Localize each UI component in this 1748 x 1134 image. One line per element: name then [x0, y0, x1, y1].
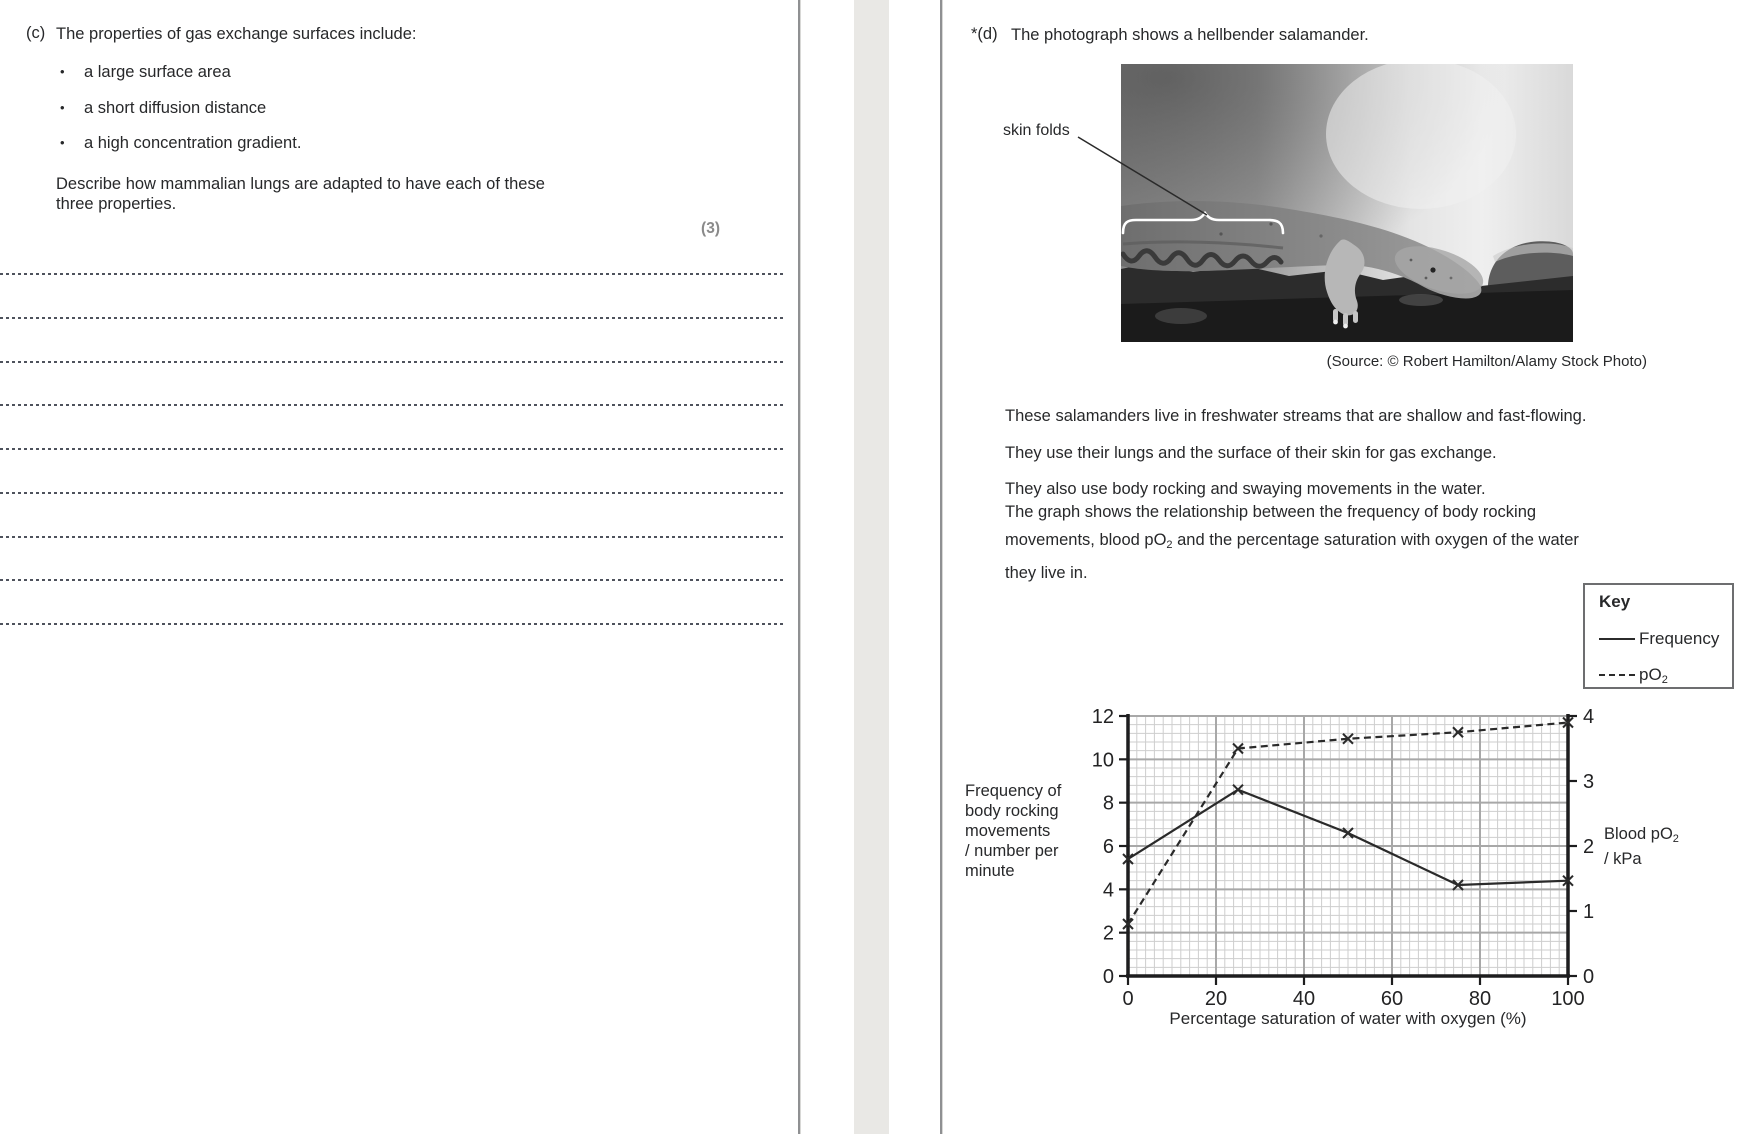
photo-annotation-label: skin folds	[1003, 122, 1070, 139]
answer-line	[0, 317, 783, 319]
svg-text:4: 4	[1583, 706, 1595, 728]
svg-text:0: 0	[1583, 966, 1595, 988]
right-page	[943, 0, 1748, 1134]
x-axis-title: Percentage saturation of water with oxygen (%)	[1169, 1009, 1527, 1028]
svg-text:2: 2	[1583, 836, 1595, 858]
answer-line	[0, 361, 783, 363]
svg-text:60: 60	[1380, 988, 1404, 1010]
y-axis-label-right: Blood $pO_2$ / kPa	[1604, 825, 1679, 868]
bullet-icon: •	[60, 64, 65, 79]
paragraph-3: They also use body rocking and swaying movements in the water.	[1005, 479, 1486, 498]
legend-item-frequency: Frequency	[1599, 629, 1719, 649]
photo-source: (Source: © Robert Hamilton/Alamy Stock Photo)	[1326, 353, 1647, 370]
dashed-line-swatch-icon	[1599, 674, 1635, 676]
svg-text:1: 1	[1583, 901, 1595, 923]
legend-title: Key	[1599, 592, 1631, 611]
solid-line-swatch-icon	[1599, 638, 1635, 640]
answer-line	[0, 492, 783, 494]
paragraph-1: These salamanders live in freshwater streams that are shallow and fast-flowing.	[1005, 406, 1587, 425]
instruction-text	[56, 174, 545, 214]
page-gutter	[854, 0, 889, 1134]
instruction-line-1: Describe how mammalian lungs are adapted to have each of these	[56, 175, 545, 193]
answer-line	[0, 448, 783, 450]
answer-line	[0, 623, 783, 625]
bullet-item-3: a high concentration gradient.	[84, 134, 302, 152]
marks-badge: (3)	[701, 220, 720, 237]
svg-text:100: 100	[1551, 988, 1585, 1010]
svg-text:0: 0	[1122, 988, 1134, 1010]
svg-text:40: 40	[1292, 988, 1316, 1010]
question-d-label: *(d)	[971, 25, 998, 43]
bullet-item-2: a short diffusion distance	[84, 99, 267, 117]
graph-intro-line-2: movements, blood $pO_2$ and the percentage saturation with oxygen of the water	[1005, 531, 1579, 551]
svg-text:2: 2	[1102, 922, 1114, 945]
svg-text:8: 8	[1102, 792, 1114, 815]
graph-intro-line-1: The graph shows the relationship between the frequency of body rocking	[1005, 503, 1537, 521]
svg-text:0: 0	[1102, 966, 1114, 988]
right-page-edge	[940, 0, 942, 1134]
left-page-edge	[798, 0, 800, 1134]
bullet-item-1: a large surface area	[84, 63, 231, 81]
legend-item-po2: $pO_2$	[1599, 665, 1719, 685]
left-page	[0, 0, 798, 1134]
svg-text:20: 20	[1204, 988, 1228, 1010]
svg-text:6: 6	[1102, 836, 1114, 858]
answer-line	[0, 536, 783, 538]
answer-line	[0, 579, 783, 581]
y-axis-label-left: Frequency of body rocking movements / number per minute	[965, 782, 1062, 880]
answer-line	[0, 404, 783, 406]
instruction-line-2: three properties.	[56, 195, 177, 213]
bullet-icon: •	[60, 100, 65, 115]
graph-intro-line-3: they live in.	[1005, 564, 1088, 582]
paragraph-2: They use their lungs and the surface of their skin for gas exchange.	[1005, 443, 1497, 462]
line-chart	[1080, 695, 1660, 1015]
svg-text:3: 3	[1583, 771, 1595, 793]
question-c-text: The properties of gas exchange surfaces include:	[56, 25, 417, 43]
svg-text:80: 80	[1468, 988, 1492, 1010]
chart-legend	[1583, 583, 1734, 689]
graph-intro	[1005, 498, 1579, 587]
question-c-label: (c)	[26, 24, 46, 42]
svg-text:12: 12	[1091, 706, 1114, 728]
bullet-icon: •	[60, 135, 65, 150]
svg-text:10: 10	[1091, 749, 1114, 772]
annotation-leader-line	[1073, 130, 1213, 222]
question-d-text: The photograph shows a hellbender salamander.	[1011, 26, 1369, 44]
answer-line	[0, 273, 783, 275]
svg-text:4: 4	[1102, 879, 1114, 902]
